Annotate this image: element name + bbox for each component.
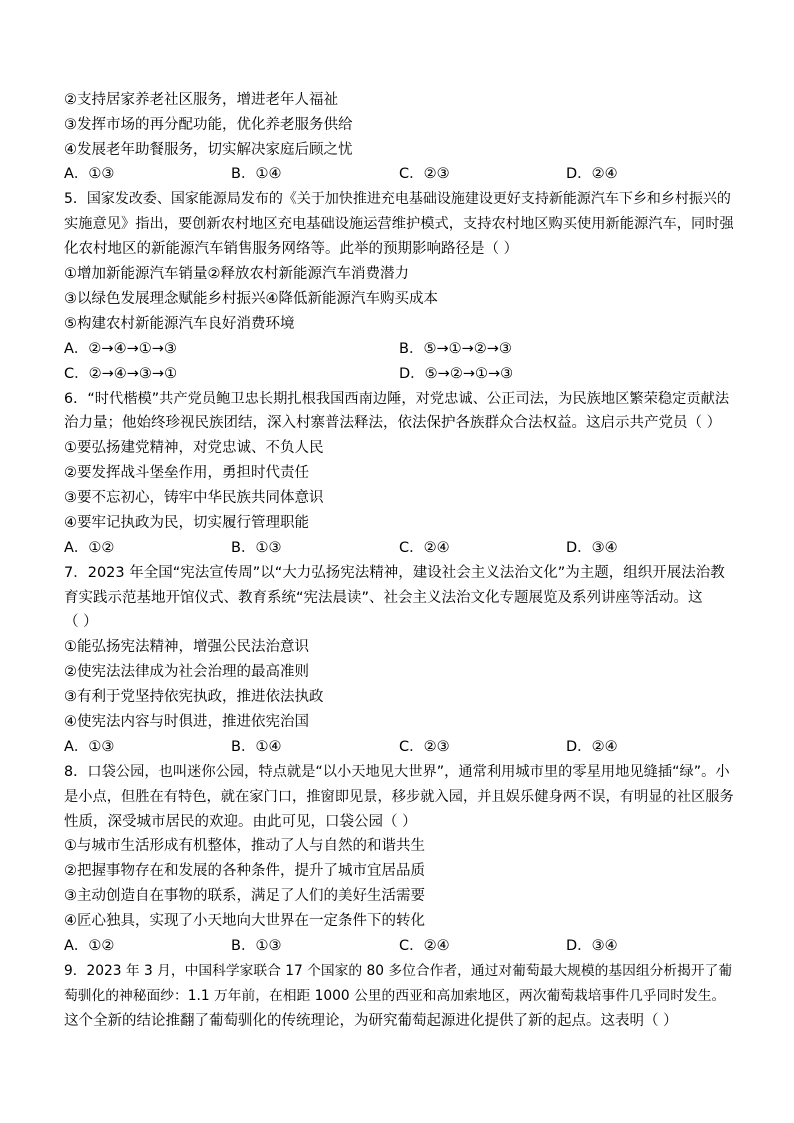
q6-option-b: B．①③: [231, 540, 282, 556]
q4-item-4: ④发展老年助餐服务，切实解决家庭后顾之忧: [64, 142, 353, 158]
q4-option-b: B．①④: [231, 166, 282, 182]
q8-item-2: ②把握事物存在和发展的各种条件，提升了城市宜居品质: [64, 863, 425, 879]
q8-option-c: C．②④: [399, 938, 450, 954]
q8-stem-line-1: 8．口袋公园，也叫迷你公园，特点就是“以小天地见大世界”，通常利用城市里的零星用地见缝插“绿”。小: [64, 764, 730, 780]
q9-stem-line-2: 萄驯化的神秘面纱：1.1 万年前，在相距 1000 公里的西亚和高加索地区，两次葡萄栽培事件几乎同时发生。: [64, 988, 726, 1004]
q5-option-d: D．⑤→②→①→③: [399, 366, 514, 382]
q7-item-1: ①能弘扬宪法精神，增强公民法治意识: [64, 639, 309, 655]
q5-option-b: B．⑤→①→②→③: [399, 341, 512, 357]
q5-option-a: A．②→④→①→③: [64, 341, 177, 357]
q7-item-3: ③有利于党坚持依宪执政，推进依法执政: [64, 689, 324, 705]
q7-option-a: A．①③: [64, 739, 115, 755]
q7-stem-line-1: 7．2023 年全国“宪法宣传周”以“大力弘扬宪法精神，建设社会主义法治文化”为主题，组织开展法治教: [64, 565, 725, 581]
q9-stem-line-1: 9．2023 年 3 月，中国科学家联合 17 个国家的 80 多位合作者，通过对葡萄最大规模的基因组分析揭开了葡: [64, 963, 733, 979]
q9-stem-line-3: 这个全新的结论推翻了葡萄驯化的传统理论，为研究葡萄起源进化提供了新的起点。这表明（ ）: [64, 1013, 678, 1029]
q7-option-d: D．②④: [566, 739, 618, 755]
q6-stem-line-1: 6．“时代楷模”共产党员鲍卫忠长期扎根我国西南边陲，对党忠诚、公正司法，为民族地区繁荣稳定贡献法: [64, 391, 730, 407]
q5-item-1: ①增加新能源汽车销量②释放农村新能源汽车消费潜力: [64, 266, 409, 282]
q7-item-2: ②使宪法法律成为社会治理的最高准则: [64, 664, 309, 680]
q5-item-2: ③以绿色发展理念赋能乡村振兴④降低新能源汽车购买成本: [64, 291, 438, 307]
q4-item-3: ③发挥市场的再分配功能，优化养老服务供给: [64, 117, 353, 133]
q8-option-b: B．①③: [231, 938, 282, 954]
q7-item-4: ④使宪法内容与时俱进，推进依宪治国: [64, 714, 309, 730]
q5-option-c: C．②→④→③→①: [64, 366, 178, 382]
q5-stem-line-3: 化农村地区的新能源汽车销售服务网络等。此举的预期影响路径是（ ）: [64, 241, 519, 257]
q6-item-2: ②要发挥战斗堡垒作用，勇担时代责任: [64, 465, 309, 481]
q6-option-a: A．①②: [64, 540, 115, 556]
q6-stem-line-2: 治力量；他始终珍视民族团结，深入村寨普法释法，依法保护各族群众合法权益。这启示共产党员（ ）: [64, 415, 722, 431]
q7-option-c: C．②③: [399, 739, 450, 755]
q8-option-d: D．③④: [566, 938, 618, 954]
q6-option-c: C．②④: [399, 540, 450, 556]
q7-stem-line-2: 育实践示范基地开馆仪式、教育系统“宪法晨读”、社会主义法治文化专题展览及系列讲座等活动。这: [64, 590, 703, 606]
q8-stem-line-2: 是小点，但胜在有特色，就在家门口，推窗即见景，移步就入园，并且娱乐健身两不误，有明显的社区服务: [64, 789, 734, 805]
q6-item-4: ④要牢记执政为民，切实履行管理职能: [64, 515, 309, 531]
q6-item-1: ①要弘扬建党精神，对党忠诚、不负人民: [64, 440, 324, 456]
q4-option-c: C．②③: [399, 166, 450, 182]
q7-option-b: B．①④: [231, 739, 282, 755]
q5-stem-line-1: 5．国家发改委、国家能源局发布的《关于加快推进充电基础设施建设更好支持新能源汽车下乡和乡村振兴的: [64, 191, 731, 207]
q8-stem-line-3: 性质，深受城市居民的欢迎。由此可见，口袋公园（ ）: [64, 814, 417, 830]
q8-item-4: ④匠心独具，实现了小天地向大世界在一定条件下的转化: [64, 913, 425, 929]
q4-option-d: D．②④: [566, 166, 618, 182]
q4-option-a: A．①③: [64, 166, 115, 182]
q7-stem-line-3: （ ）: [64, 614, 98, 630]
q6-item-3: ③要不忘初心，铸牢中华民族共同体意识: [64, 490, 324, 506]
q5-stem-line-2: 实施意见》指出，要创新农村地区充电基础设施运营维护模式，支持农村地区购买使用新能源汽车，同时强: [64, 216, 734, 232]
q6-option-d: D．③④: [566, 540, 618, 556]
q4-item-2: ②支持居家养老社区服务，增进老年人福祉: [64, 92, 338, 108]
q8-item-3: ③主动创造自在事物的联系，满足了人们的美好生活需要: [64, 888, 425, 904]
q5-item-3: ⑤构建农村新能源汽车良好消费环境: [64, 316, 295, 332]
q8-item-1: ①与城市生活形成有机整体，推动了人与自然的和谐共生: [64, 838, 425, 854]
q8-option-a: A．①②: [64, 938, 115, 954]
